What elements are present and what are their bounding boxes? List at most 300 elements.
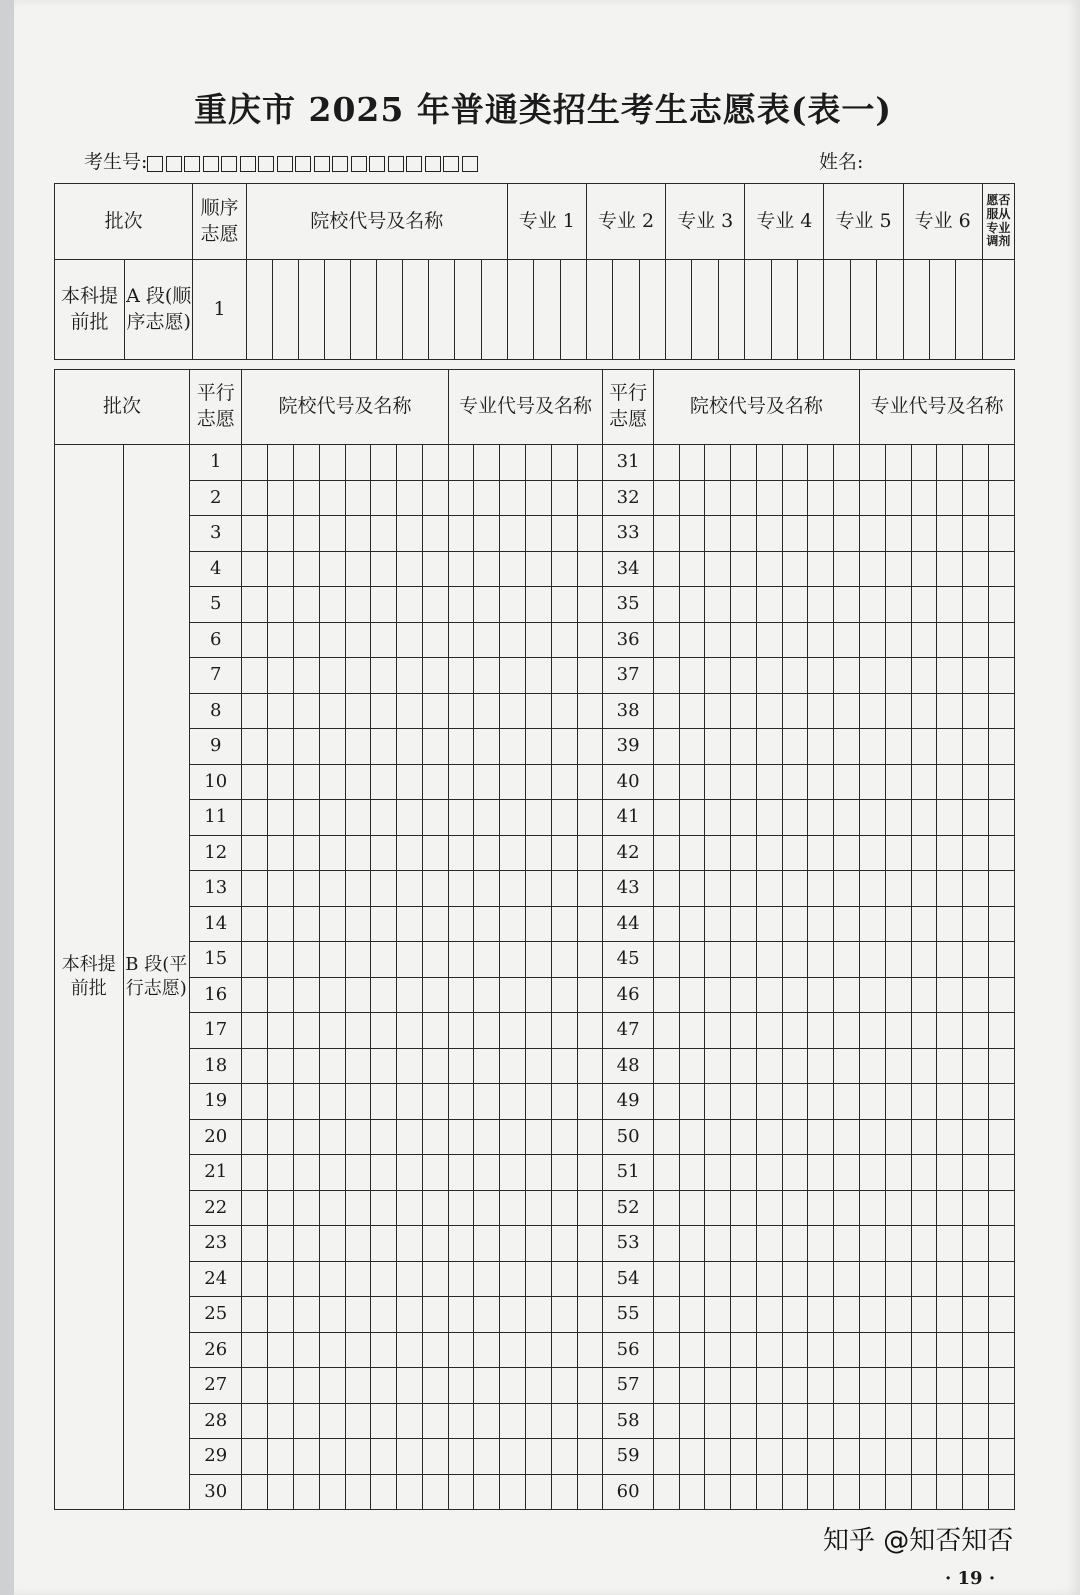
- major-code-cell[interactable]: [500, 551, 526, 587]
- school-code-cell[interactable]: [834, 622, 860, 658]
- school-code-cell[interactable]: [371, 906, 397, 942]
- school-code-cell[interactable]: [782, 1439, 808, 1475]
- major-code-cell[interactable]: [937, 1190, 963, 1226]
- school-code-cell[interactable]: [653, 551, 679, 587]
- school-code-cell[interactable]: [731, 1297, 757, 1333]
- school-code-cell[interactable]: [319, 977, 345, 1013]
- school-code-cell[interactable]: [422, 658, 448, 694]
- major-code-cell[interactable]: [474, 729, 500, 765]
- school-code-cell[interactable]: [834, 480, 860, 516]
- major-code-cell[interactable]: [500, 516, 526, 552]
- school-code-cell[interactable]: [679, 551, 705, 587]
- school-code-cell[interactable]: [298, 260, 324, 360]
- school-code-cell[interactable]: [756, 622, 782, 658]
- school-code-cell[interactable]: [705, 1084, 731, 1120]
- school-code-cell[interactable]: [319, 871, 345, 907]
- school-code-cell[interactable]: [834, 942, 860, 978]
- school-code-cell[interactable]: [481, 260, 507, 360]
- school-code-cell[interactable]: [397, 1190, 423, 1226]
- major-code-cell[interactable]: [474, 977, 500, 1013]
- major-code-cell[interactable]: [988, 1332, 1014, 1368]
- school-code-cell[interactable]: [679, 1048, 705, 1084]
- major-code-cell[interactable]: [963, 1332, 989, 1368]
- school-code-cell[interactable]: [782, 764, 808, 800]
- school-code-cell[interactable]: [268, 658, 294, 694]
- school-code-cell[interactable]: [293, 871, 319, 907]
- major-code-cell[interactable]: [963, 1403, 989, 1439]
- school-code-cell[interactable]: [397, 693, 423, 729]
- school-code-cell[interactable]: [371, 764, 397, 800]
- school-code-cell[interactable]: [319, 1048, 345, 1084]
- school-code-cell[interactable]: [782, 906, 808, 942]
- school-code-cell[interactable]: [319, 835, 345, 871]
- school-code-cell[interactable]: [246, 260, 272, 360]
- school-code-cell[interactable]: [705, 1155, 731, 1191]
- major-code-cell[interactable]: [551, 1368, 577, 1404]
- major-code-cell[interactable]: [474, 1261, 500, 1297]
- major-code-cell[interactable]: [860, 729, 886, 765]
- school-code-cell[interactable]: [422, 1048, 448, 1084]
- major-code-cell[interactable]: [860, 693, 886, 729]
- school-code-cell[interactable]: [319, 1332, 345, 1368]
- major-code-cell[interactable]: [577, 1474, 603, 1510]
- school-code-cell[interactable]: [653, 1084, 679, 1120]
- school-code-cell[interactable]: [834, 1368, 860, 1404]
- school-code-cell[interactable]: [834, 693, 860, 729]
- school-code-cell[interactable]: [242, 1297, 268, 1333]
- major-code-cell[interactable]: [885, 1119, 911, 1155]
- major-code-cell[interactable]: [963, 658, 989, 694]
- school-code-cell[interactable]: [319, 906, 345, 942]
- major-code-cell[interactable]: [911, 977, 937, 1013]
- school-code-cell[interactable]: [345, 1190, 371, 1226]
- major-code-cell[interactable]: [911, 1332, 937, 1368]
- school-code-cell[interactable]: [319, 1261, 345, 1297]
- major-code-cell[interactable]: [500, 1190, 526, 1226]
- school-code-cell[interactable]: [242, 1155, 268, 1191]
- school-code-cell[interactable]: [834, 445, 860, 481]
- major-code-cell[interactable]: [448, 1403, 474, 1439]
- digit-box[interactable]: [425, 156, 441, 172]
- major-code-cell[interactable]: [937, 1013, 963, 1049]
- major-code-cell[interactable]: [963, 1048, 989, 1084]
- school-code-cell[interactable]: [371, 1261, 397, 1297]
- school-code-cell[interactable]: [731, 1332, 757, 1368]
- digit-box[interactable]: [184, 156, 200, 172]
- school-code-cell[interactable]: [268, 1226, 294, 1262]
- school-code-cell[interactable]: [319, 693, 345, 729]
- school-code-cell[interactable]: [345, 1261, 371, 1297]
- major-code-cell[interactable]: [963, 1297, 989, 1333]
- school-code-cell[interactable]: [756, 871, 782, 907]
- major-code-cell[interactable]: [988, 977, 1014, 1013]
- major-code-cell[interactable]: [937, 871, 963, 907]
- major-code-cell[interactable]: [956, 260, 982, 360]
- school-code-cell[interactable]: [371, 658, 397, 694]
- school-code-cell[interactable]: [731, 1084, 757, 1120]
- digit-box[interactable]: [166, 156, 182, 172]
- major-code-cell[interactable]: [500, 1013, 526, 1049]
- school-code-cell[interactable]: [731, 622, 757, 658]
- school-code-cell[interactable]: [756, 729, 782, 765]
- major-code-cell[interactable]: [526, 480, 552, 516]
- major-code-cell[interactable]: [963, 942, 989, 978]
- major-code-cell[interactable]: [500, 693, 526, 729]
- major-code-cell[interactable]: [551, 445, 577, 481]
- major-code-cell[interactable]: [586, 260, 612, 360]
- major-code-cell[interactable]: [474, 1226, 500, 1262]
- school-code-cell[interactable]: [422, 516, 448, 552]
- major-code-cell[interactable]: [963, 1368, 989, 1404]
- school-code-cell[interactable]: [397, 1048, 423, 1084]
- school-code-cell[interactable]: [397, 1403, 423, 1439]
- major-code-cell[interactable]: [448, 1332, 474, 1368]
- school-code-cell[interactable]: [293, 977, 319, 1013]
- major-code-cell[interactable]: [963, 1013, 989, 1049]
- school-code-cell[interactable]: [242, 1403, 268, 1439]
- major-code-cell[interactable]: [860, 1226, 886, 1262]
- major-code-cell[interactable]: [551, 1332, 577, 1368]
- school-code-cell[interactable]: [371, 1332, 397, 1368]
- major-code-cell[interactable]: [526, 764, 552, 800]
- school-code-cell[interactable]: [422, 1084, 448, 1120]
- major-code-cell[interactable]: [500, 835, 526, 871]
- school-code-cell[interactable]: [756, 1332, 782, 1368]
- major-code-cell[interactable]: [937, 1048, 963, 1084]
- school-code-cell[interactable]: [345, 622, 371, 658]
- major-code-cell[interactable]: [551, 942, 577, 978]
- school-code-cell[interactable]: [834, 1261, 860, 1297]
- major-code-cell[interactable]: [551, 622, 577, 658]
- school-code-cell[interactable]: [653, 1297, 679, 1333]
- school-code-cell[interactable]: [397, 1297, 423, 1333]
- major-code-cell[interactable]: [448, 1119, 474, 1155]
- school-code-cell[interactable]: [371, 480, 397, 516]
- school-code-cell[interactable]: [345, 1155, 371, 1191]
- major-code-cell[interactable]: [474, 480, 500, 516]
- major-code-cell[interactable]: [937, 1332, 963, 1368]
- school-code-cell[interactable]: [268, 622, 294, 658]
- school-code-cell[interactable]: [319, 516, 345, 552]
- major-code-cell[interactable]: [885, 1226, 911, 1262]
- school-code-cell[interactable]: [345, 729, 371, 765]
- school-code-cell[interactable]: [679, 1013, 705, 1049]
- school-code-cell[interactable]: [293, 1474, 319, 1510]
- major-code-cell[interactable]: [448, 977, 474, 1013]
- major-code-cell[interactable]: [500, 1084, 526, 1120]
- major-code-cell[interactable]: [860, 1084, 886, 1120]
- school-code-cell[interactable]: [345, 1332, 371, 1368]
- school-code-cell[interactable]: [293, 1403, 319, 1439]
- major-code-cell[interactable]: [937, 587, 963, 623]
- major-code-cell[interactable]: [963, 1119, 989, 1155]
- school-code-cell[interactable]: [397, 1119, 423, 1155]
- major-code-cell[interactable]: [526, 942, 552, 978]
- major-code-cell[interactable]: [577, 622, 603, 658]
- school-code-cell[interactable]: [679, 1297, 705, 1333]
- school-code-cell[interactable]: [808, 871, 834, 907]
- school-code-cell[interactable]: [345, 835, 371, 871]
- school-code-cell[interactable]: [653, 480, 679, 516]
- major-code-cell[interactable]: [860, 658, 886, 694]
- school-code-cell[interactable]: [756, 658, 782, 694]
- school-code-cell[interactable]: [397, 658, 423, 694]
- school-code-cell[interactable]: [679, 764, 705, 800]
- school-code-cell[interactable]: [756, 1403, 782, 1439]
- school-code-cell[interactable]: [782, 693, 808, 729]
- school-code-cell[interactable]: [345, 693, 371, 729]
- major-code-cell[interactable]: [474, 1474, 500, 1510]
- school-code-cell[interactable]: [782, 1261, 808, 1297]
- major-code-cell[interactable]: [963, 587, 989, 623]
- school-code-cell[interactable]: [268, 906, 294, 942]
- school-code-cell[interactable]: [808, 1190, 834, 1226]
- major-code-cell[interactable]: [448, 445, 474, 481]
- major-code-cell[interactable]: [577, 693, 603, 729]
- school-code-cell[interactable]: [705, 977, 731, 1013]
- school-code-cell[interactable]: [371, 445, 397, 481]
- major-code-cell[interactable]: [474, 1048, 500, 1084]
- school-code-cell[interactable]: [679, 480, 705, 516]
- major-code-cell[interactable]: [448, 764, 474, 800]
- major-code-cell[interactable]: [551, 1013, 577, 1049]
- school-code-cell[interactable]: [268, 1119, 294, 1155]
- digit-box[interactable]: [462, 156, 478, 172]
- major-code-cell[interactable]: [526, 658, 552, 694]
- school-code-cell[interactable]: [319, 1190, 345, 1226]
- school-code-cell[interactable]: [293, 445, 319, 481]
- school-code-cell[interactable]: [834, 516, 860, 552]
- school-code-cell[interactable]: [268, 800, 294, 836]
- school-code-cell[interactable]: [808, 906, 834, 942]
- school-code-cell[interactable]: [834, 1013, 860, 1049]
- major-code-cell[interactable]: [551, 587, 577, 623]
- major-code-cell[interactable]: [937, 622, 963, 658]
- school-code-cell[interactable]: [422, 1332, 448, 1368]
- major-code-cell[interactable]: [911, 516, 937, 552]
- school-code-cell[interactable]: [293, 693, 319, 729]
- major-code-cell[interactable]: [551, 516, 577, 552]
- major-code-cell[interactable]: [613, 260, 639, 360]
- school-code-cell[interactable]: [731, 1013, 757, 1049]
- school-code-cell[interactable]: [782, 1084, 808, 1120]
- major-code-cell[interactable]: [577, 1013, 603, 1049]
- school-code-cell[interactable]: [756, 1439, 782, 1475]
- school-code-cell[interactable]: [756, 942, 782, 978]
- school-code-cell[interactable]: [679, 587, 705, 623]
- school-code-cell[interactable]: [834, 1297, 860, 1333]
- major-code-cell[interactable]: [551, 1190, 577, 1226]
- candidate-number-boxes[interactable]: [147, 152, 480, 174]
- digit-box[interactable]: [406, 156, 422, 172]
- major-code-cell[interactable]: [474, 658, 500, 694]
- digit-box[interactable]: [203, 156, 219, 172]
- school-code-cell[interactable]: [782, 480, 808, 516]
- school-code-cell[interactable]: [268, 977, 294, 1013]
- school-code-cell[interactable]: [242, 764, 268, 800]
- school-code-cell[interactable]: [242, 480, 268, 516]
- school-code-cell[interactable]: [422, 1226, 448, 1262]
- major-code-cell[interactable]: [911, 942, 937, 978]
- school-code-cell[interactable]: [351, 260, 377, 360]
- major-code-cell[interactable]: [474, 622, 500, 658]
- major-code-cell[interactable]: [885, 871, 911, 907]
- school-code-cell[interactable]: [293, 622, 319, 658]
- major-code-cell[interactable]: [526, 622, 552, 658]
- school-code-cell[interactable]: [808, 445, 834, 481]
- digit-box[interactable]: [258, 156, 274, 172]
- school-code-cell[interactable]: [429, 260, 455, 360]
- school-code-cell[interactable]: [422, 587, 448, 623]
- major-code-cell[interactable]: [860, 1332, 886, 1368]
- major-code-cell[interactable]: [526, 1013, 552, 1049]
- major-code-cell[interactable]: [937, 551, 963, 587]
- major-code-cell[interactable]: [824, 260, 850, 360]
- school-code-cell[interactable]: [731, 977, 757, 1013]
- major-code-cell[interactable]: [526, 835, 552, 871]
- school-code-cell[interactable]: [808, 1048, 834, 1084]
- major-code-cell[interactable]: [500, 445, 526, 481]
- school-code-cell[interactable]: [242, 1439, 268, 1475]
- school-code-cell[interactable]: [834, 1226, 860, 1262]
- school-code-cell[interactable]: [782, 977, 808, 1013]
- major-code-cell[interactable]: [526, 1048, 552, 1084]
- school-code-cell[interactable]: [242, 977, 268, 1013]
- digit-box[interactable]: [240, 156, 256, 172]
- school-code-cell[interactable]: [705, 1439, 731, 1475]
- major-code-cell[interactable]: [526, 587, 552, 623]
- major-code-cell[interactable]: [937, 1439, 963, 1475]
- school-code-cell[interactable]: [397, 835, 423, 871]
- major-code-cell[interactable]: [937, 480, 963, 516]
- school-code-cell[interactable]: [268, 480, 294, 516]
- school-code-cell[interactable]: [319, 1226, 345, 1262]
- major-code-cell[interactable]: [988, 764, 1014, 800]
- school-code-cell[interactable]: [371, 1013, 397, 1049]
- school-code-cell[interactable]: [345, 871, 371, 907]
- major-code-cell[interactable]: [911, 1226, 937, 1262]
- school-code-cell[interactable]: [782, 1048, 808, 1084]
- school-code-cell[interactable]: [756, 587, 782, 623]
- major-code-cell[interactable]: [577, 1297, 603, 1333]
- school-code-cell[interactable]: [242, 1368, 268, 1404]
- school-code-cell[interactable]: [679, 516, 705, 552]
- school-code-cell[interactable]: [242, 445, 268, 481]
- major-code-cell[interactable]: [500, 1155, 526, 1191]
- school-code-cell[interactable]: [782, 1297, 808, 1333]
- major-code-cell[interactable]: [448, 587, 474, 623]
- major-code-cell[interactable]: [988, 551, 1014, 587]
- school-code-cell[interactable]: [242, 1013, 268, 1049]
- school-code-cell[interactable]: [345, 764, 371, 800]
- major-code-cell[interactable]: [911, 445, 937, 481]
- school-code-cell[interactable]: [371, 693, 397, 729]
- major-code-cell[interactable]: [860, 445, 886, 481]
- major-code-cell[interactable]: [551, 764, 577, 800]
- major-code-cell[interactable]: [500, 1297, 526, 1333]
- school-code-cell[interactable]: [371, 516, 397, 552]
- school-code-cell[interactable]: [397, 1226, 423, 1262]
- school-code-cell[interactable]: [653, 1261, 679, 1297]
- school-code-cell[interactable]: [268, 1297, 294, 1333]
- school-code-cell[interactable]: [319, 1297, 345, 1333]
- major-code-cell[interactable]: [911, 1155, 937, 1191]
- major-code-cell[interactable]: [577, 977, 603, 1013]
- school-code-cell[interactable]: [371, 835, 397, 871]
- major-code-cell[interactable]: [500, 480, 526, 516]
- major-code-cell[interactable]: [937, 1474, 963, 1510]
- major-code-cell[interactable]: [885, 587, 911, 623]
- school-code-cell[interactable]: [782, 729, 808, 765]
- school-code-cell[interactable]: [705, 587, 731, 623]
- major-code-cell[interactable]: [448, 1155, 474, 1191]
- major-code-cell[interactable]: [860, 800, 886, 836]
- major-code-cell[interactable]: [577, 1190, 603, 1226]
- major-code-cell[interactable]: [526, 516, 552, 552]
- school-code-cell[interactable]: [345, 1226, 371, 1262]
- major-code-cell[interactable]: [526, 1084, 552, 1120]
- major-code-cell[interactable]: [500, 1261, 526, 1297]
- major-code-cell[interactable]: [988, 1403, 1014, 1439]
- school-code-cell[interactable]: [242, 1332, 268, 1368]
- school-code-cell[interactable]: [268, 587, 294, 623]
- school-code-cell[interactable]: [371, 587, 397, 623]
- major-code-cell[interactable]: [860, 835, 886, 871]
- school-code-cell[interactable]: [679, 445, 705, 481]
- school-code-cell[interactable]: [679, 1403, 705, 1439]
- major-code-cell[interactable]: [551, 1403, 577, 1439]
- school-code-cell[interactable]: [242, 587, 268, 623]
- school-code-cell[interactable]: [756, 1474, 782, 1510]
- school-code-cell[interactable]: [834, 729, 860, 765]
- major-code-cell[interactable]: [448, 871, 474, 907]
- school-code-cell[interactable]: [731, 1155, 757, 1191]
- school-code-cell[interactable]: [268, 1084, 294, 1120]
- school-code-cell[interactable]: [345, 1474, 371, 1510]
- school-code-cell[interactable]: [319, 1155, 345, 1191]
- major-code-cell[interactable]: [448, 1368, 474, 1404]
- school-code-cell[interactable]: [397, 764, 423, 800]
- school-code-cell[interactable]: [756, 764, 782, 800]
- school-code-cell[interactable]: [679, 1155, 705, 1191]
- major-code-cell[interactable]: [963, 516, 989, 552]
- school-code-cell[interactable]: [371, 800, 397, 836]
- major-code-cell[interactable]: [692, 260, 718, 360]
- school-code-cell[interactable]: [679, 1261, 705, 1297]
- major-code-cell[interactable]: [500, 1474, 526, 1510]
- school-code-cell[interactable]: [834, 1190, 860, 1226]
- school-code-cell[interactable]: [808, 1439, 834, 1475]
- school-code-cell[interactable]: [422, 729, 448, 765]
- major-code-cell[interactable]: [937, 1261, 963, 1297]
- major-code-cell[interactable]: [885, 445, 911, 481]
- major-code-cell[interactable]: [526, 1403, 552, 1439]
- school-code-cell[interactable]: [705, 835, 731, 871]
- major-code-cell[interactable]: [577, 800, 603, 836]
- major-code-cell[interactable]: [885, 1368, 911, 1404]
- major-code-cell[interactable]: [551, 658, 577, 694]
- major-code-cell[interactable]: [551, 977, 577, 1013]
- school-code-cell[interactable]: [268, 1368, 294, 1404]
- major-code-cell[interactable]: [474, 1332, 500, 1368]
- major-code-cell[interactable]: [551, 551, 577, 587]
- school-code-cell[interactable]: [808, 835, 834, 871]
- school-code-cell[interactable]: [293, 480, 319, 516]
- school-code-cell[interactable]: [397, 977, 423, 1013]
- major-code-cell[interactable]: [500, 871, 526, 907]
- school-code-cell[interactable]: [397, 942, 423, 978]
- school-code-cell[interactable]: [293, 1048, 319, 1084]
